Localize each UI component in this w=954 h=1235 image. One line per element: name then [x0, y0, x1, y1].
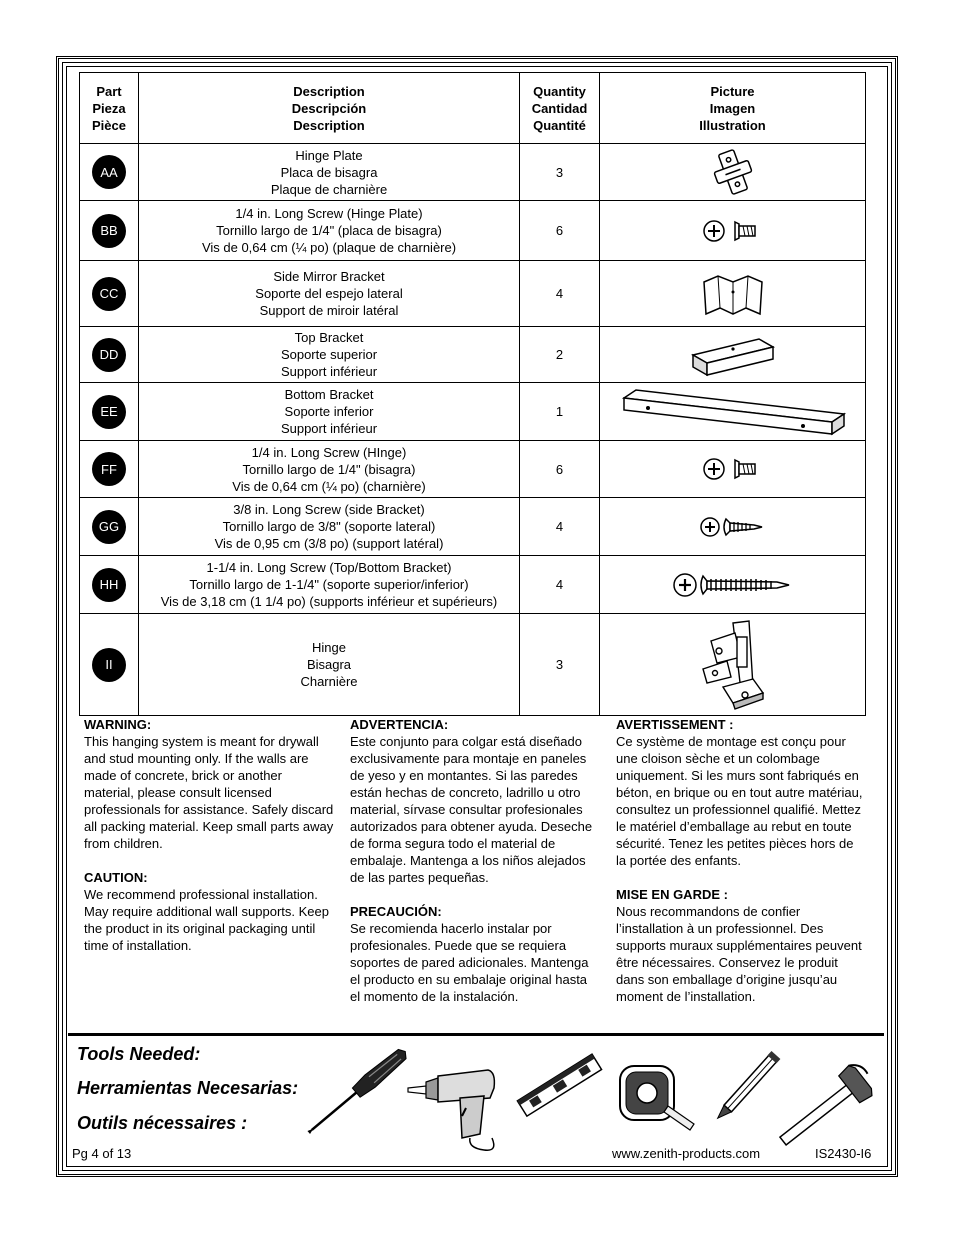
notes-spanish	[350, 716, 600, 1022]
quantity-cell: 2	[520, 327, 600, 383]
caution-title: PRECAUCIÓN:	[350, 904, 442, 919]
notes-english	[84, 716, 334, 971]
header-quantity: Quantity Cantidad Quantité	[520, 73, 600, 144]
screwdriver-icon	[292, 1044, 422, 1140]
table-row	[80, 556, 866, 614]
quantity-cell: 1	[520, 383, 600, 441]
side-bracket-icon	[698, 268, 768, 320]
top-bracket-icon	[683, 333, 783, 377]
table-row	[80, 441, 866, 498]
part-badge: CC	[92, 277, 126, 311]
short-screw-icon	[703, 456, 763, 482]
part-badge: FF	[92, 452, 126, 486]
description-cell: Bottom Bracket Soporte inferior Support inférieur	[139, 383, 520, 441]
part-id-cell	[80, 327, 139, 383]
part-badge: AA	[92, 155, 126, 189]
description-cell: 3/8 in. Long Screw (side Bracket) Tornillo largo de 3/8" (soporte lateral) Vis de 0,95 cm (3/8 po) (support latéral)	[139, 498, 520, 556]
quantity-cell: 6	[520, 441, 600, 498]
part-id-cell	[80, 556, 139, 614]
header-picture: Picture Imagen Illustration	[600, 73, 866, 144]
warning-title: ADVERTENCIA:	[350, 717, 449, 732]
description-cell: 1/4 in. Long Screw (HInge) Tornillo largo de 1/4" (bisagra) Vis de 0,64 cm (¼ po) (charnière)	[139, 441, 520, 498]
part-id-cell	[80, 498, 139, 556]
part-id-cell	[80, 383, 139, 441]
part-badge: EE	[92, 395, 126, 429]
table-row	[80, 614, 866, 716]
hinge-plate-icon	[698, 147, 768, 197]
description-cell: 1-1/4 in. Long Screw (Top/Bottom Bracket) Tornillo largo de 1-1/4" (soporte superior/inferior) Vis de 3,18 cm (1 1/4 po) (supports inférieur et supérieurs)	[139, 556, 520, 614]
picture-cell	[600, 201, 866, 261]
notes-french	[616, 716, 866, 1022]
part-id-cell	[80, 201, 139, 261]
picture-cell	[600, 614, 866, 716]
quantity-cell: 4	[520, 498, 600, 556]
quantity-cell: 6	[520, 201, 600, 261]
table-row	[80, 383, 866, 441]
tools-title-fr: Outils nécessaires :	[77, 1113, 248, 1133]
table-row	[80, 201, 866, 261]
long-screw-icon	[673, 571, 793, 599]
description-cell: Hinge Plate Placa de bisagra Plaque de charnière	[139, 144, 520, 201]
warning-title: WARNING:	[84, 717, 152, 732]
picture-cell	[600, 441, 866, 498]
warning-text: Este conjunto para colgar está diseñado exclusivamente para montaje en paneles de yeso y en montantes. Si las paredes están hechas de concreto, ladrillo u otro material, sírvase consultar profesionales autorizados para obtener ayuda. Deseche de forma segura todo el material de embalaje. Mantenga a los niños alejados de las partes pequeñas.	[350, 734, 593, 885]
caution-title: MISE EN GARDE :	[616, 887, 728, 902]
parts-table	[79, 72, 866, 716]
picture-cell	[600, 327, 866, 383]
document-code: IS2430-I6	[815, 1146, 872, 1161]
tape-measure-icon	[612, 1058, 698, 1136]
table-row	[80, 498, 866, 556]
part-badge: GG	[92, 510, 126, 544]
table-row	[80, 144, 866, 201]
table-row	[80, 261, 866, 327]
part-id-cell	[80, 614, 139, 716]
quantity-cell: 3	[520, 144, 600, 201]
level-icon	[514, 1046, 606, 1126]
part-badge: DD	[92, 338, 126, 372]
description-cell: Side Mirror Bracket Soporte del espejo lateral Support de miroir latéral	[139, 261, 520, 327]
description-cell: Top Bracket Soporte superior Support inférieur	[139, 327, 520, 383]
header-description: Description Descripción Description	[139, 73, 520, 144]
table-row	[80, 327, 866, 383]
quantity-cell: 4	[520, 556, 600, 614]
part-badge: HH	[92, 568, 126, 602]
parts-table-header	[80, 73, 866, 144]
warning-text: This hanging system is meant for drywall and stud mounting only. If the walls are made of concrete, brick or another material, please consult licensed professionals for assistance. Safely discard all packing material. Keep small parts away from children.	[84, 734, 334, 851]
part-id-cell	[80, 441, 139, 498]
picture-cell	[600, 261, 866, 327]
bottom-bracket-icon	[618, 386, 848, 438]
part-badge: BB	[92, 214, 126, 248]
part-id-cell	[80, 144, 139, 201]
tools-title-en: Tools Needed:	[77, 1044, 201, 1064]
tools-divider	[68, 1033, 884, 1036]
caution-text: Se recomienda hacerlo instalar por profesionales. Puede que se requiera soportes de pared adicionales. Mantenga el producto en su embalaje original hasta el momento de la instalación.	[350, 921, 589, 1004]
description-cell: Hinge Bisagra Charnière	[139, 614, 520, 716]
website-url[interactable]: www.zenith-products.com	[612, 1146, 761, 1161]
picture-cell	[600, 144, 866, 201]
picture-cell	[600, 383, 866, 441]
picture-cell	[600, 556, 866, 614]
page-number: Pg 4 of 13	[72, 1146, 132, 1161]
caution-text: We recommend professional installation. May require additional wall supports. Keep the product in its original packaging until time of installation.	[84, 887, 329, 953]
header-part: Part Pieza Pièce	[80, 73, 139, 144]
quantity-cell: 4	[520, 261, 600, 327]
drill-icon	[404, 1058, 504, 1154]
hammer-icon	[764, 1064, 884, 1154]
caution-text: Nous recommandons de confier l’installation à un professionnel. Des supports muraux supplémentaires peuvent être nécessaires. Conservez le produit dans son emballage d’origine jusqu’au moment de l’installation.	[616, 904, 862, 1004]
tools-title-es: Herramientas Necesarias:	[77, 1078, 299, 1098]
warning-title: AVERTISSEMENT :	[616, 717, 734, 732]
description-cell: 1/4 in. Long Screw (Hinge Plate) Tornillo largo de 1/4" (placa de bisagra) Vis de 0,64 cm (¼ po) (plaque de charnière)	[139, 201, 520, 261]
warning-text: Ce système de montage est conçu pour une cloison sèche et un colombage uniquement. Si les murs sont fabriqués en béton, en brique ou en tout autre matériau, consultez un professionnel qualifié. Mettez le matériel d’emballage au rebut en toute sécurité. Tenez les petites pièces hors de la portée des enfants.	[616, 734, 863, 868]
caution-title: CAUTION:	[84, 870, 148, 885]
quantity-cell: 3	[520, 614, 600, 716]
hinge-icon	[693, 617, 773, 713]
part-badge: II	[92, 648, 126, 682]
medium-screw-icon	[700, 515, 766, 539]
picture-cell	[600, 498, 866, 556]
short-screw-icon	[703, 218, 763, 244]
part-id-cell	[80, 261, 139, 327]
